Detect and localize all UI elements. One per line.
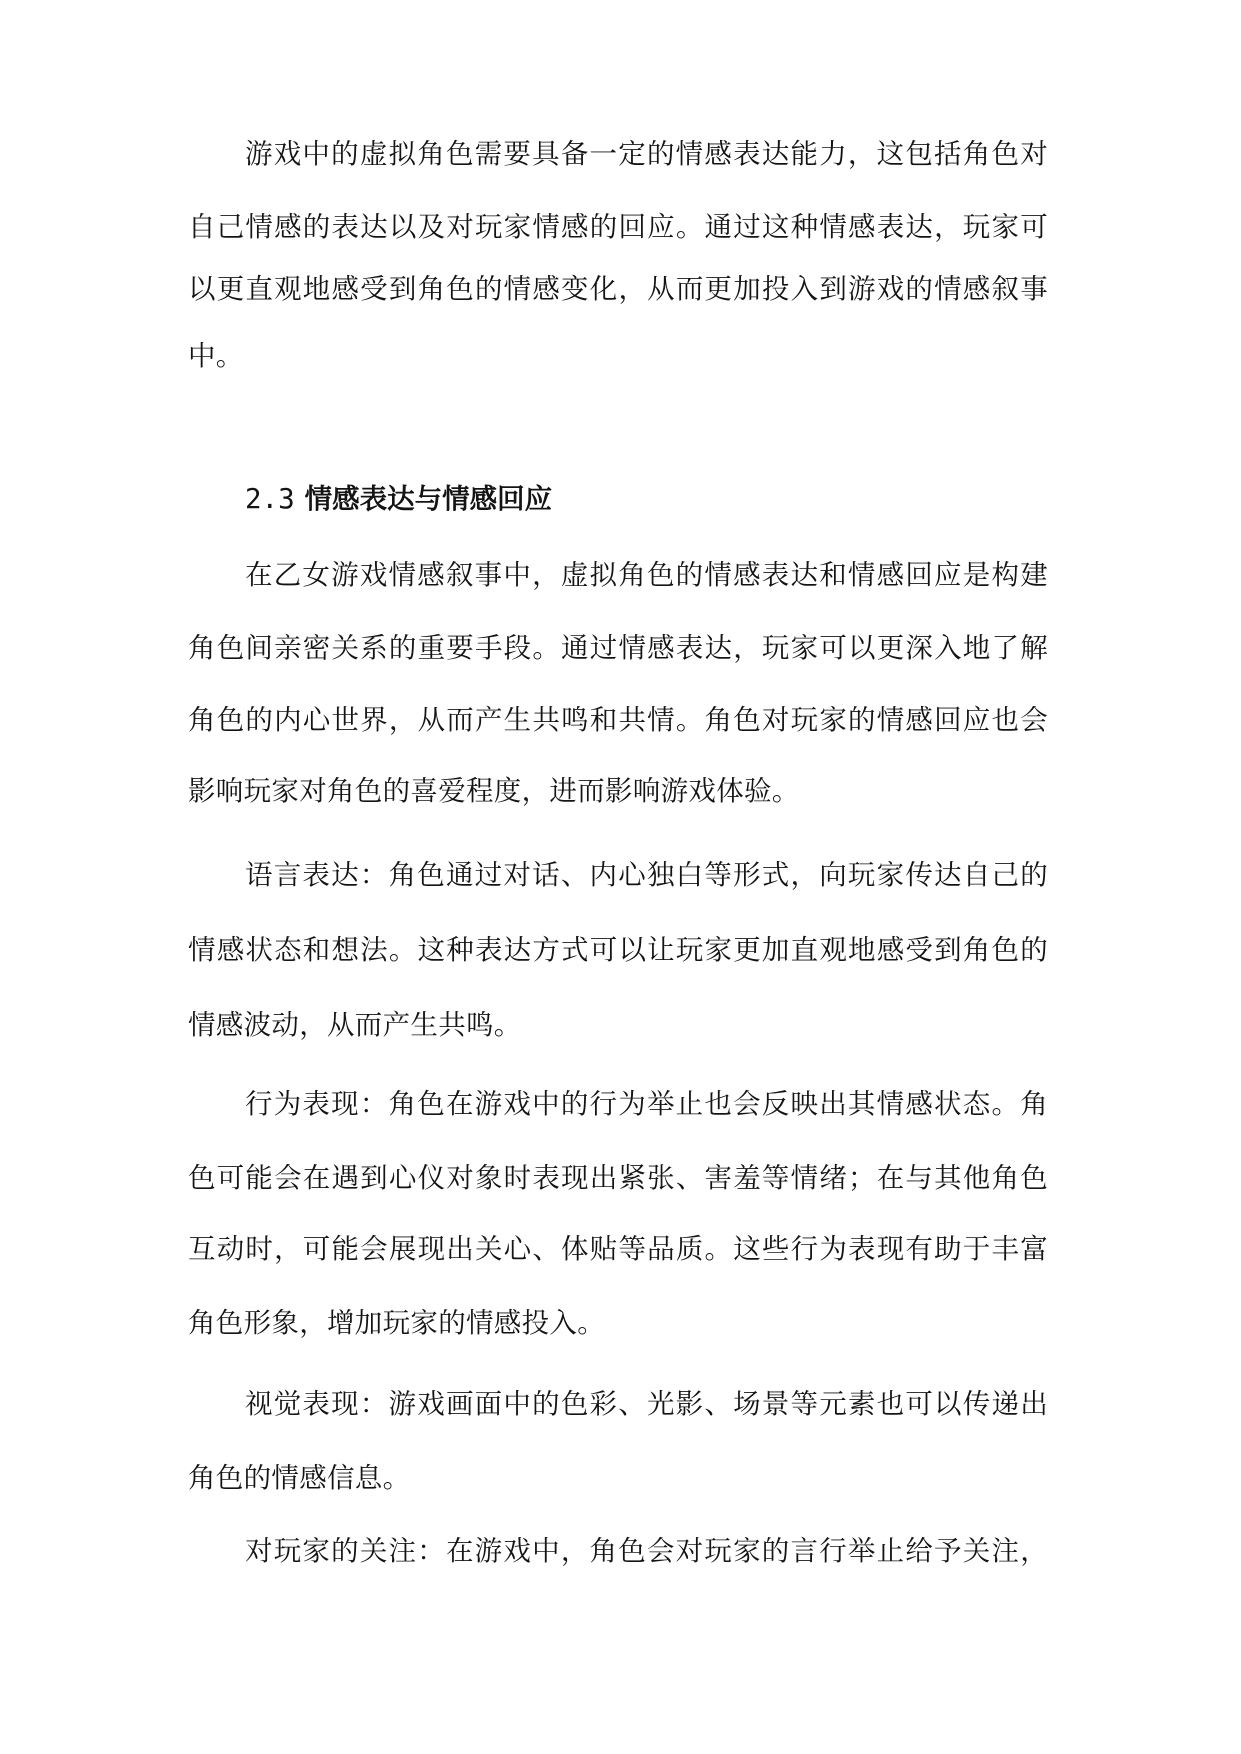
paragraph-line: 游戏中的虚拟角色需要具备一定的情感表达能力，这包括角色对 [245, 138, 1048, 170]
section-heading [245, 479, 945, 519]
paragraph-line: 中。 [188, 340, 244, 372]
paragraph-line: 角色的内心世界，从而产生共鸣和共情。角色对玩家的情感回应也会 [188, 704, 1048, 736]
paragraph-line: 自己情感的表达以及对玩家情感的回应。通过这种情感表达，玩家可 [188, 211, 1048, 243]
paragraph-line: 对玩家的关注：在游戏中，角色会对玩家的言行举止给予关注， [245, 1535, 1048, 1567]
paragraph-line: 视觉表现：游戏画面中的色彩、光影、场景等元素也可以传递出 [245, 1388, 1048, 1420]
paragraph-line: 语言表达：角色通过对话、内心独白等形式，向玩家传达自己的 [245, 859, 1048, 891]
section-title: 情感表达与情感回应 [304, 483, 553, 515]
paragraph-line: 色可能会在遇到心仪对象时表现出紧张、害羞等情绪；在与其他角色 [188, 1162, 1048, 1194]
paragraph-line: 影响玩家对角色的喜爱程度，进而影响游戏体验。 [188, 775, 800, 807]
paragraph-line: 情感波动，从而产生共鸣。 [188, 1009, 522, 1041]
paragraph-line: 角色的情感信息。 [188, 1462, 411, 1494]
paragraph-line: 情感状态和想法。这种表达方式可以让玩家更加直观地感受到角色的 [188, 934, 1048, 966]
paragraph-line: 互动时，可能会展现出关心、体贴等品质。这些行为表现有助于丰富 [188, 1233, 1048, 1265]
section-number: 2.3 [245, 483, 295, 515]
paragraph-line: 以更直观地感受到角色的情感变化，从而更加投入到游戏的情感叙事 [188, 273, 1048, 305]
paragraph-line: 在乙女游戏情感叙事中，虚拟角色的情感表达和情感回应是构建 [245, 559, 1048, 591]
paragraph-line: 角色间亲密关系的重要手段。通过情感表达，玩家可以更深入地了解 [188, 632, 1048, 664]
paragraph-line: 行为表现：角色在游戏中的行为举止也会反映出其情感状态。角 [245, 1088, 1048, 1120]
paragraph-line: 角色形象，增加玩家的情感投入。 [188, 1307, 605, 1339]
